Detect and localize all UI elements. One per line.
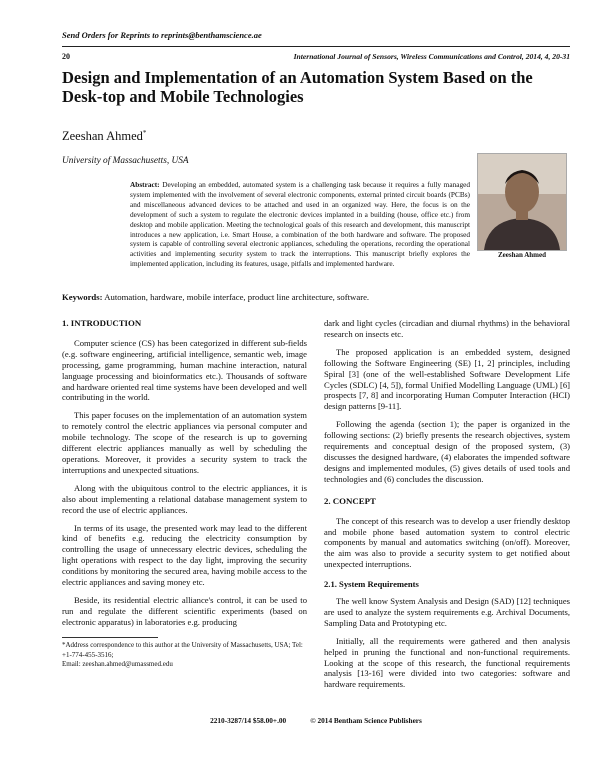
section-heading-concept: 2. CONCEPT <box>324 495 376 506</box>
page-footer <box>62 716 570 725</box>
article-title: Design and Implementation of an Automation System Based on the Desk-top and Mobile Technologies <box>62 68 533 106</box>
footnote-email: Email: zeeshan.ahmed@umassmed.edu <box>62 660 173 668</box>
author-text: Zeeshan Ahmed <box>62 129 143 144</box>
subsection-heading-system-requirements: 2.1. System Requirements <box>324 579 419 590</box>
paragraph: The well know System Analysis and Design (SAD) [12] techniques are used to analyze the system requirements e.g. Archival Documents, Sampling Data and Prototyping etc. <box>324 596 570 628</box>
abstract <box>130 180 470 269</box>
paragraph: In terms of its usage, the presented work may lead to the different kind of benefits e.g. reducing the electricity consumption by controlling the usage of unnecessary electric devices, scheduling the light operations with respect to the day light, improving the security conditions by monitoring the secured area, having mobile access to the electric appliances and saving money etc. <box>62 522 307 588</box>
page-number: 20 <box>62 52 70 61</box>
footnote-address: *Address correspondence to this author at the University of Massachusetts, USA; Tel: +1-774-455-3516; <box>62 641 303 659</box>
copyright: © 2014 Bentham Science Publishers <box>310 716 422 725</box>
author-portrait-icon <box>478 154 566 250</box>
paragraph: Computer science (CS) has been categorized in different sub-fields (e.g. software engineering, artificial intelligence, semantic web, image processing, game programming, human machine interaction, natural language processing and bioinformatics etc.). Thousands of software and hardware oriented real time systems have been developed and well contributing in the world. <box>62 337 307 403</box>
paragraph: The concept of this research was to develop a user friendly desktop and mobile phone based automation system to control electric components by manual and automatics switching (on/off). Moreover, the aim was also to provide a security system to get notified about unexpected interruptions. <box>324 515 570 570</box>
paragraph: The proposed application is an embedded system, designed following the Software Engineering (SE) [1, 2] principles, including Spiral [3] (one of the well-established Software Development Life Cycles (SDLC) [4, 5]), formal Unified Modelling Language (UML) [6] prospects [7, 8] and incorporating Human Computer Interaction (HCI) design patterns [9-11]. <box>324 346 570 412</box>
keywords-label: Keywords: <box>62 292 103 302</box>
abstract-label: Abstract: <box>130 180 160 189</box>
issn-price: 2210-3287/14 $58.00+.00 <box>210 716 287 725</box>
right-column <box>324 318 570 697</box>
keywords <box>62 292 572 302</box>
paragraph: This paper focuses on the implementation of an automation system to remotely control the electric appliances via personal computer and mobile technology. The scope of the research is up to governing different electric appliances manually as well by scheduling the operations. Moreover, it provides a security system to track the interruptions and unexpected situations. <box>62 410 307 475</box>
author-photo <box>477 153 567 251</box>
author-mark: * <box>142 129 147 137</box>
paragraph: Initially, all the requirements were gathered and then analysis helped in pruning the functional and non-functional requirements. Looking at the scope of this research, the functional requirements analysis [13-16] were divided into two categories: software and hardware requirements. <box>324 635 570 690</box>
footnote-rule <box>62 637 158 638</box>
author-name <box>62 129 146 144</box>
paragraph: Beside, its residential electric alliance's control, it can be used to run and regulate the different scientific experiments (based on electronic apparatus) in laboratories e.g. producing <box>62 594 307 627</box>
left-column <box>62 318 307 635</box>
paragraph: Along with the ubiquitous control to the electric appliances, it is also about implementing a relational database management system to record the use of electric appliances. <box>62 482 307 515</box>
footnote <box>62 641 307 670</box>
keywords-text: Automation, hardware, mobile interface, product line architecture, software. <box>104 292 370 302</box>
journal-citation: International Journal of Sensors, Wireless Communications and Control, 2014, 4, 20-31 <box>293 52 570 61</box>
header-rule <box>62 46 570 47</box>
reprint-note: Send Orders for Reprints to reprints@benthamscience.ae <box>62 30 262 40</box>
section-heading-introduction: 1. INTRODUCTION <box>62 318 142 328</box>
abstract-text: Developing an embedded, automated system is a challenging task because it requires a fully managed system implemented with the involvement of several electronic components, external printed circuit boards (PCBs) and miscellaneous advanced devices to be attached and used in an organized way. Here, the focus is on the development of such a system to regulate the electronic devices implanted in a building (house, office etc.) from desktop and mobile application. Meeting the technological goals of this research and development, this manuscript introduces a new application, i.e. Smart House, a combination of the both hardware and software. The proposed system is capable of controlling several electronic appliances, scheduling the operations, recording the operational activities and implementing security system to track the interruptions. This manuscript briefly explores the implemented application, including its features, usage, pitfalls and implemented hardware. <box>130 180 470 269</box>
paragraph: Following the agenda (section 1); the paper is organized in the following sections: (2) briefly presents the research objectives, system requirements and conceptual design of the proposed system, (3) discusses the designed hardware, (4) elaborates the impended software designs and implemented modules, (5) gives details of used tools and technologies and (6) concludes the discussion. <box>324 419 570 484</box>
photo-caption: Zeeshan Ahmed <box>497 251 547 259</box>
affiliation: University of Massachusetts, USA <box>62 156 189 166</box>
paragraph-continued: dark and light cycles (circadian and diurnal rhythms) in the behavioral research on insects etc. <box>324 318 570 339</box>
